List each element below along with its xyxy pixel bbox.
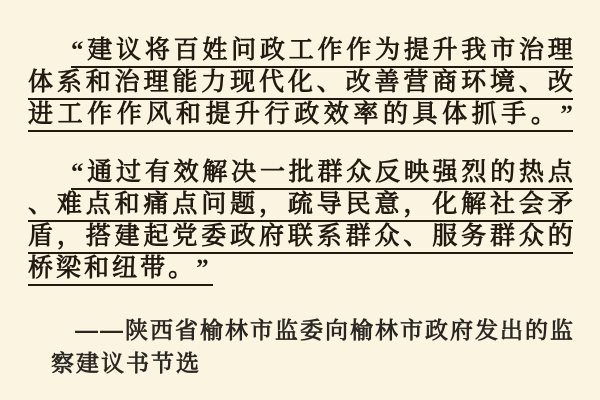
char: ” [560,101,573,128]
underlined-quote-text [28,102,573,132]
char: 提 [403,37,429,64]
char: 题 [230,191,256,218]
char: 营 [403,69,429,96]
char: 的 [382,101,408,128]
char: “ [71,37,84,64]
char: 为 [375,37,401,64]
char: 问 [201,191,227,218]
char: 热 [518,159,544,186]
char: 和 [175,101,201,128]
char: 升 [432,37,458,64]
char: 市 [490,37,516,64]
char: 反 [375,159,401,186]
underlined-quote-text [28,70,573,100]
char: 强 [432,159,458,186]
char: 系 [56,69,82,96]
underlined-quote-text [28,224,573,254]
char: 手 [501,101,527,128]
quote-line [28,160,573,190]
char: 理 [547,37,573,64]
underlined-quote-text [71,160,573,190]
char: 通 [87,159,113,186]
char: 治 [114,69,140,96]
char: 环 [461,69,487,96]
char: 解 [461,191,487,218]
char: 。 [530,101,556,128]
char: 批 [288,159,314,186]
char: 众 [346,159,372,186]
char: 带 [140,255,166,282]
char: 现 [230,69,256,96]
char: 梁 [56,255,82,282]
attribution-line-1: ——陕西省榆林市监委向榆林市政府发出的监 [75,317,575,343]
char: 府 [259,223,285,250]
char: 建 [87,37,113,64]
char: 商 [432,69,458,96]
quote-line [28,192,573,222]
quote-line [28,224,573,254]
char: 善 [374,69,400,96]
char: 将 [144,37,170,64]
char: 难 [56,191,82,218]
char: 和 [114,191,140,218]
char: 务 [461,223,487,250]
char: 的 [490,159,516,186]
char: ， [259,191,285,218]
char: 点 [172,191,198,218]
char: 风 [146,101,172,128]
char: 联 [287,223,313,250]
quote-paragraph-1 [28,38,573,132]
char: 作 [87,101,113,128]
char: 效 [173,159,199,186]
attribution-block [51,314,573,380]
char: 改 [547,69,573,96]
char: 能 [172,69,198,96]
char: 纽 [112,255,138,282]
char: ， [403,191,429,218]
char: 率 [353,101,379,128]
char: 体 [442,101,468,128]
char: 作 [317,37,343,64]
char: 和 [84,255,110,282]
quote-line [28,70,573,100]
char: 一 [259,159,285,186]
char: 服 [432,223,458,250]
char: 作 [346,37,372,64]
char: 桥 [28,255,54,282]
char: 矛 [547,191,573,218]
char: 行 [264,101,290,128]
char: 和 [85,69,111,96]
char: 议 [116,37,142,64]
quote-line [28,102,573,132]
char: 民 [345,191,371,218]
char: 境 [490,69,516,96]
char: 抓 [471,101,497,128]
char: 委 [201,223,227,250]
char: 问 [231,37,257,64]
char: 工 [57,101,83,128]
char: 有 [144,159,170,186]
char: 搭 [85,223,111,250]
char: 政 [230,223,256,250]
char: 升 [235,101,261,128]
char: 化 [287,69,313,96]
char: 疏 [287,191,313,218]
char: 、 [28,191,54,218]
char: 的 [547,223,573,250]
char: 、 [518,69,544,96]
char: 作 [116,101,142,128]
char: 体 [28,69,54,96]
char: 痛 [143,191,169,218]
char: 起 [143,223,169,250]
char: 群 [317,159,343,186]
char: 理 [143,69,169,96]
char: 、 [316,69,342,96]
underlined-quote-text [28,256,213,286]
underlined-quote-text [28,192,573,222]
char: 决 [231,159,257,186]
attribution-line-2: 察建议书节选 [51,350,201,376]
char: 意 [374,191,400,218]
quote-paragraphs [28,38,573,286]
quote-line [28,38,573,68]
char: 过 [116,159,142,186]
char: 点 [85,191,111,218]
char: ， [56,223,82,250]
char: 进 [28,101,54,128]
char: 会 [518,191,544,218]
char: 力 [201,69,227,96]
char: 工 [288,37,314,64]
char: ” [196,255,209,282]
char: 党 [172,223,198,250]
char: 效 [323,101,349,128]
char: 提 [205,101,231,128]
char: 治 [518,37,544,64]
char: 、 [403,223,429,250]
char: 解 [202,159,228,186]
char: 政 [259,37,285,64]
char: 盾 [28,223,54,250]
char: 映 [403,159,429,186]
char: 社 [490,191,516,218]
char: “ [71,159,84,186]
underlined-quote-text [71,38,573,68]
char: 我 [461,37,487,64]
char: 具 [412,101,438,128]
char: 众 [518,223,544,250]
char: 姓 [202,37,228,64]
char: 群 [490,223,516,250]
char: 政 [294,101,320,128]
char: 群 [345,223,371,250]
quote-line [28,256,573,286]
char: 烈 [461,159,487,186]
char: 。 [168,255,194,282]
quote-paragraph-2 [28,160,573,286]
char: 建 [114,223,140,250]
char: 众 [374,223,400,250]
char: 系 [316,223,342,250]
char: 百 [173,37,199,64]
char: 改 [345,69,371,96]
char: 化 [432,191,458,218]
char: 导 [316,191,342,218]
char: 代 [259,69,285,96]
char: 点 [547,159,573,186]
